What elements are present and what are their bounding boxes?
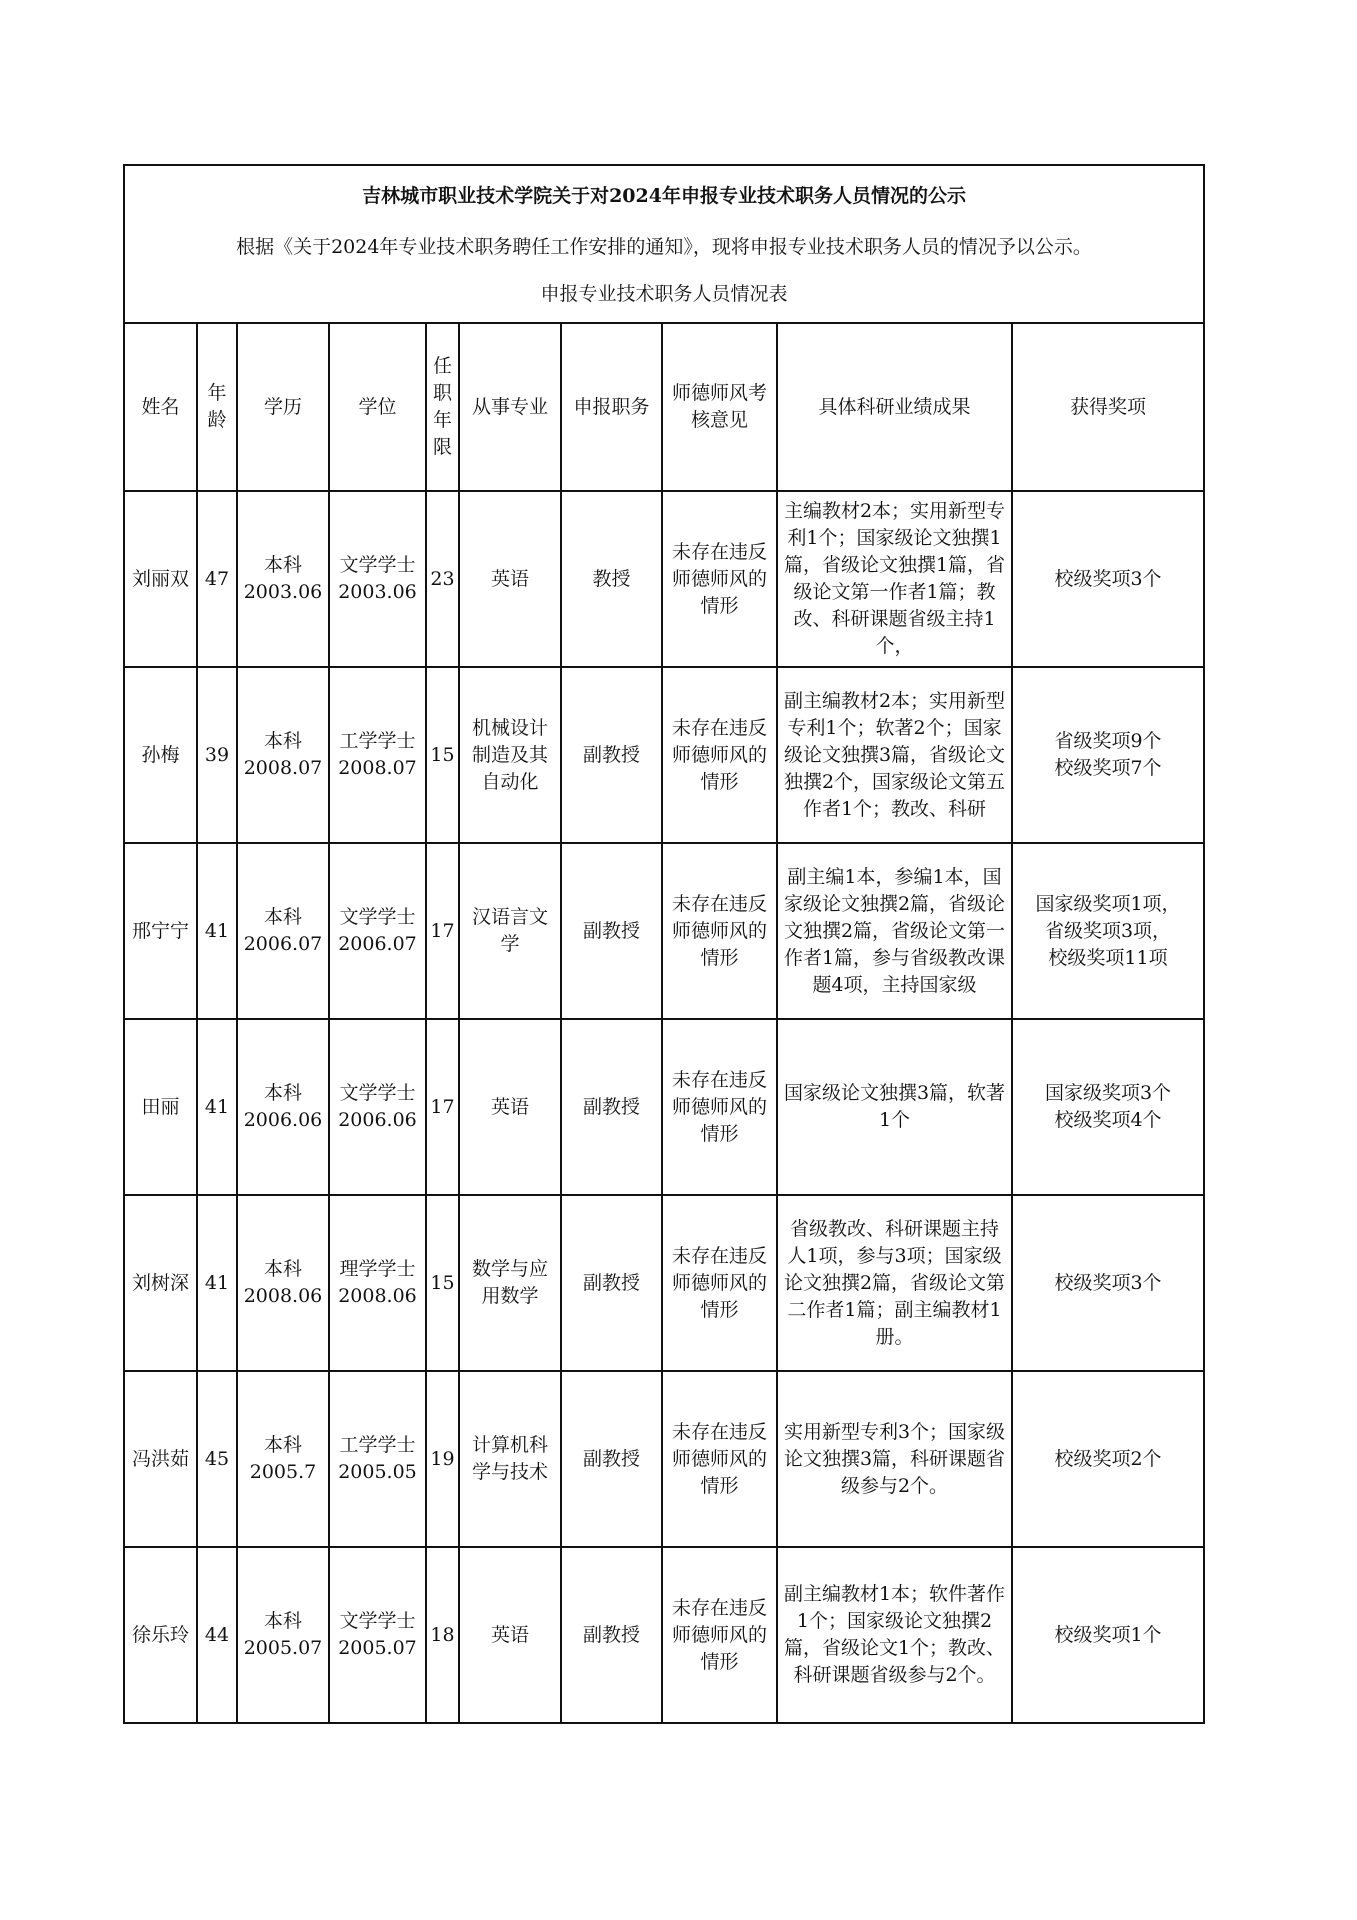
cell-position: 副教授 bbox=[561, 1547, 662, 1723]
cell-major: 汉语言文学 bbox=[459, 843, 561, 1019]
cell-years: 18 bbox=[426, 1547, 459, 1723]
achievements-text: 主编教材2本；实用新型专利1个；国家级论文独撰1篇，省级论文独撰1篇，省级论文第一作者1篇；教改、科研课题省级主持1个， bbox=[783, 500, 1006, 657]
cell-ethics: 未存在违反师德师风的情形 bbox=[662, 1019, 777, 1195]
cell-ethics: 未存在违反师德师风的情形 bbox=[662, 843, 777, 1019]
cell-age: 39 bbox=[197, 667, 237, 843]
table-row bbox=[124, 667, 1204, 843]
cell-achievements bbox=[777, 1547, 1012, 1723]
cell-name: 孙梅 bbox=[124, 667, 197, 843]
column-header-age: 年龄 bbox=[197, 323, 237, 491]
cell-ethics: 未存在违反师德师风的情形 bbox=[662, 1547, 777, 1723]
cell-degree: 工学学士 2005.05 bbox=[329, 1371, 426, 1547]
achievements-text: 副主编教材1本；软件著作1个；国家级论文独撰2篇，省级论文1个；教改、科研课题省级参与2个。 bbox=[783, 1583, 1006, 1686]
cell-name: 刘树深 bbox=[124, 1195, 197, 1371]
column-header-position: 申报职务 bbox=[561, 323, 662, 491]
cell-position: 副教授 bbox=[561, 1195, 662, 1371]
cell-years: 23 bbox=[426, 491, 459, 667]
cell-name: 邢宁宁 bbox=[124, 843, 197, 1019]
cell-ethics: 未存在违反师德师风的情形 bbox=[662, 1371, 777, 1547]
column-header-education: 学历 bbox=[237, 323, 329, 491]
cell-awards: 省级奖项9个 校级奖项7个 bbox=[1012, 667, 1204, 843]
cell-awards: 校级奖项2个 bbox=[1012, 1371, 1204, 1547]
column-header-achievements: 具体科研业绩成果 bbox=[777, 323, 1012, 491]
cell-degree: 理学学士 2008.06 bbox=[329, 1195, 426, 1371]
cell-degree: 文学学士 2005.07 bbox=[329, 1547, 426, 1723]
cell-age: 45 bbox=[197, 1371, 237, 1547]
cell-years: 17 bbox=[426, 843, 459, 1019]
publicity-table bbox=[123, 164, 1205, 1724]
cell-name: 刘丽双 bbox=[124, 491, 197, 667]
column-header-awards: 获得奖项 bbox=[1012, 323, 1204, 491]
cell-education: 本科 2008.06 bbox=[237, 1195, 329, 1371]
cell-age: 41 bbox=[197, 1195, 237, 1371]
achievements-text: 副主编1本，参编1本，国家级论文独撰2篇，省级论文独撰2篇，省级论文第一作者1篇，参与省级教改课题4项，主持国家级 bbox=[783, 865, 1006, 996]
cell-years: 19 bbox=[426, 1371, 459, 1547]
table-row bbox=[124, 843, 1204, 1019]
cell-name: 田丽 bbox=[124, 1019, 197, 1195]
cell-major: 英语 bbox=[459, 1019, 561, 1195]
column-header-years: 任职年限 bbox=[426, 323, 459, 491]
table-row bbox=[124, 1019, 1204, 1195]
cell-major: 计算机科学与技术 bbox=[459, 1371, 561, 1547]
achievements-text: 副主编教材2本；实用新型专利1个；软著2个；国家级论文独撰3篇，省级论文独撰2个，国家级论文第五作者1个；教改、科研 bbox=[783, 689, 1006, 820]
column-header-major: 从事专业 bbox=[459, 323, 561, 491]
cell-years: 17 bbox=[426, 1019, 459, 1195]
cell-age: 44 bbox=[197, 1547, 237, 1723]
cell-education: 本科 2008.07 bbox=[237, 667, 329, 843]
cell-ethics: 未存在违反师德师风的情形 bbox=[662, 667, 777, 843]
table-row bbox=[124, 491, 1204, 667]
table-row bbox=[124, 1195, 1204, 1371]
cell-position: 副教授 bbox=[561, 667, 662, 843]
cell-major: 英语 bbox=[459, 1547, 561, 1723]
cell-education: 本科 2005.07 bbox=[237, 1547, 329, 1723]
cell-ethics: 未存在违反师德师风的情形 bbox=[662, 1195, 777, 1371]
cell-major: 英语 bbox=[459, 491, 561, 667]
cell-awards: 校级奖项3个 bbox=[1012, 491, 1204, 667]
cell-awards: 国家级奖项1项， 省级奖项3项， 校级奖项11项 bbox=[1012, 843, 1204, 1019]
cell-major: 数学与应用数学 bbox=[459, 1195, 561, 1371]
cell-awards: 校级奖项1个 bbox=[1012, 1547, 1204, 1723]
cell-achievements bbox=[777, 1195, 1012, 1371]
cell-achievements bbox=[777, 1371, 1012, 1547]
cell-age: 47 bbox=[197, 491, 237, 667]
column-header-ethics: 师德师风考核意见 bbox=[662, 323, 777, 491]
cell-degree: 文学学士 2006.06 bbox=[329, 1019, 426, 1195]
achievements-text: 实用新型专利3个；国家级论文独撰3篇，科研课题省级参与2个。 bbox=[783, 1420, 1006, 1497]
cell-education: 本科 2003.06 bbox=[237, 491, 329, 667]
cell-position: 副教授 bbox=[561, 843, 662, 1019]
cell-achievements bbox=[777, 491, 1012, 667]
table-row bbox=[124, 1371, 1204, 1547]
cell-awards: 校级奖项3个 bbox=[1012, 1195, 1204, 1371]
cell-degree: 工学学士 2008.07 bbox=[329, 667, 426, 843]
cell-education: 本科 2006.07 bbox=[237, 843, 329, 1019]
cell-degree: 文学学士 2006.07 bbox=[329, 843, 426, 1019]
achievements-text: 国家级论文独撰3篇，软著1个 bbox=[783, 1082, 1006, 1131]
document-title: 吉林城市职业技术学院关于对2024年申报专业技术职务人员情况的公示 bbox=[124, 165, 1204, 227]
cell-name: 冯洪茹 bbox=[124, 1371, 197, 1547]
cell-name: 徐乐玲 bbox=[124, 1547, 197, 1723]
cell-awards: 国家级奖项3个 校级奖项4个 bbox=[1012, 1019, 1204, 1195]
cell-years: 15 bbox=[426, 1195, 459, 1371]
cell-position: 副教授 bbox=[561, 1019, 662, 1195]
cell-degree: 文学学士 2003.06 bbox=[329, 491, 426, 667]
cell-education: 本科 2005.7 bbox=[237, 1371, 329, 1547]
cell-age: 41 bbox=[197, 843, 237, 1019]
column-header-degree: 学位 bbox=[329, 323, 426, 491]
table-row bbox=[124, 1547, 1204, 1723]
cell-position: 副教授 bbox=[561, 1371, 662, 1547]
cell-position: 教授 bbox=[561, 491, 662, 667]
cell-achievements bbox=[777, 843, 1012, 1019]
column-header-row bbox=[124, 323, 1204, 491]
cell-ethics: 未存在违反师德师风的情形 bbox=[662, 491, 777, 667]
cell-years: 15 bbox=[426, 667, 459, 843]
cell-achievements bbox=[777, 1019, 1012, 1195]
table-subtitle: 申报专业技术职务人员情况表 bbox=[124, 267, 1204, 323]
notice-text: 根据《关于2024年专业技术职务聘任工作安排的通知》，现将申报专业技术职务人员的情况予以公示。 bbox=[124, 227, 1204, 267]
column-header-name: 姓名 bbox=[124, 323, 197, 491]
cell-age: 41 bbox=[197, 1019, 237, 1195]
cell-achievements bbox=[777, 667, 1012, 843]
cell-education: 本科 2006.06 bbox=[237, 1019, 329, 1195]
cell-major: 机械设计制造及其自动化 bbox=[459, 667, 561, 843]
achievements-text: 省级教改、科研课题主持人1项，参与3项；国家级论文独撰2篇，省级论文第二作者1篇；副主编教材1册。 bbox=[783, 1217, 1006, 1348]
